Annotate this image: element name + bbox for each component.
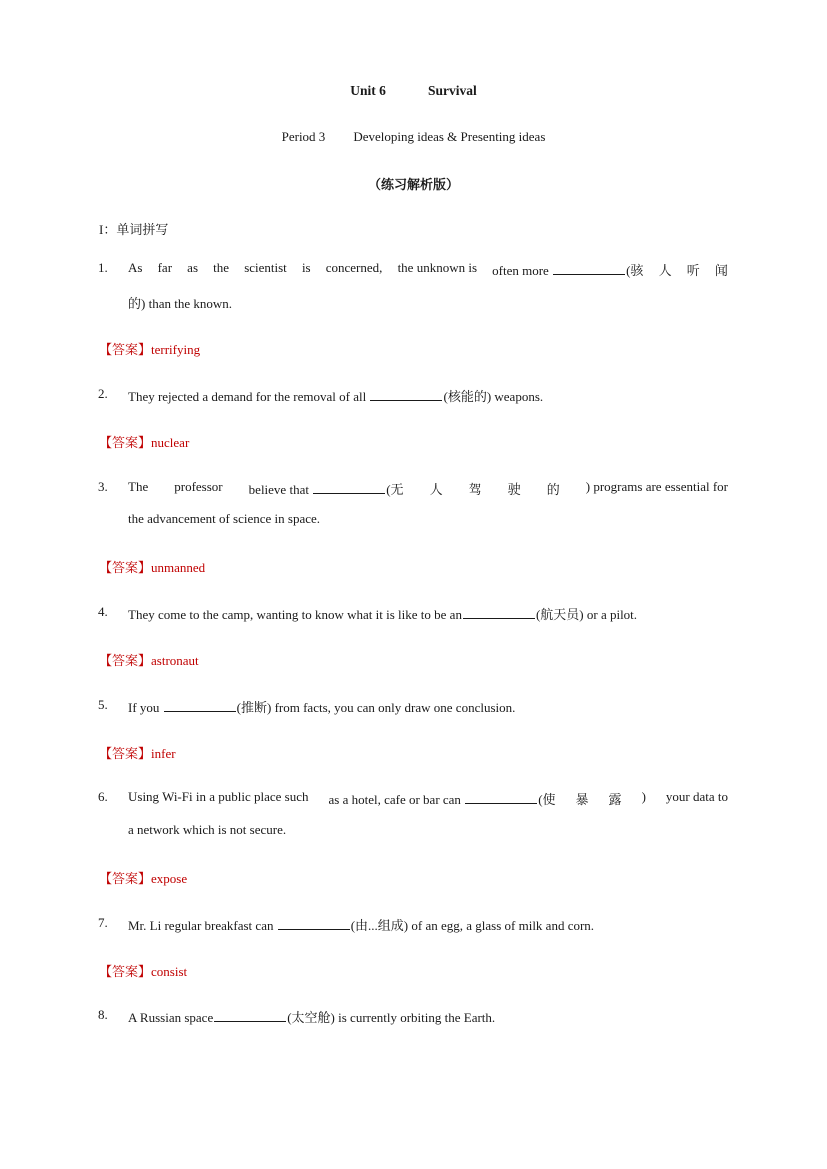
- question-line-2: a network which is not secure.: [128, 822, 287, 837]
- question-number: 7.: [98, 915, 108, 930]
- word: 人: [429, 482, 443, 497]
- answer-tag: 【答案】: [99, 964, 152, 979]
- answer-text: nuclear: [151, 435, 190, 450]
- section-heading: I：单词拼写: [99, 222, 169, 237]
- answer-tag: 【答案】: [99, 560, 152, 575]
- word: professor: [174, 479, 223, 494]
- answer-5: [99, 743, 176, 762]
- answer-text: astronaut: [151, 653, 199, 668]
- unit-label: Unit 6: [350, 83, 386, 98]
- question-text: They rejected a demand for the removal of all: [128, 389, 367, 404]
- question-line-2: 的) than the known.: [128, 296, 232, 311]
- answer-text: expose: [151, 871, 188, 886]
- word: 露: [608, 792, 622, 807]
- question-line: [128, 479, 728, 498]
- word: 闻: [714, 263, 728, 278]
- question-number: 6.: [98, 789, 108, 804]
- question-line: [128, 789, 728, 808]
- word: scientist: [244, 260, 287, 275]
- answer-2: [99, 432, 189, 451]
- question-line: [128, 915, 728, 934]
- question-hint: (航天员) or a pilot.: [535, 607, 638, 622]
- answer-tag: 【答案】: [99, 746, 152, 761]
- answer-3: [99, 557, 205, 576]
- answer-4: [99, 650, 199, 669]
- word: far: [157, 260, 173, 275]
- question-line: [128, 1007, 728, 1026]
- answer-tag: 【答案】: [99, 871, 152, 886]
- answer-text: infer: [151, 746, 176, 761]
- answer-1: [99, 339, 200, 358]
- question-line-2: the advancement of science in space.: [128, 511, 321, 526]
- word: is: [301, 260, 311, 275]
- question-number: 2.: [98, 386, 108, 401]
- word: the: [213, 260, 230, 275]
- question-number: 8.: [98, 1007, 108, 1022]
- question-text: They come to the camp, wanting to know what it is like to be an: [128, 607, 462, 622]
- word: 驾: [468, 482, 482, 497]
- word: your data to: [665, 789, 728, 804]
- answer-blank[interactable]: [214, 1009, 286, 1022]
- question-hint: (核能的) weapons.: [443, 389, 544, 404]
- answer-tag: 【答案】: [99, 342, 152, 357]
- answer-6: [99, 868, 187, 887]
- word: concerned,: [325, 260, 383, 275]
- word: ): [641, 789, 646, 804]
- question-3: [0, 479, 827, 529]
- question-number: 5.: [98, 697, 108, 712]
- answer-blank[interactable]: [313, 481, 385, 494]
- answer-blank[interactable]: [465, 791, 537, 804]
- unit-name: Survival: [427, 83, 477, 98]
- period-title: [0, 129, 827, 145]
- answer-blank[interactable]: [370, 388, 442, 401]
- answer-tag: 【答案】: [99, 435, 152, 450]
- word: 人: [658, 263, 672, 278]
- question-text: If you: [128, 700, 160, 715]
- question-line: [128, 697, 728, 716]
- answer-blank[interactable]: [278, 917, 350, 930]
- question-line: [128, 604, 728, 623]
- word: 驶: [507, 482, 521, 497]
- question-hint: (太空舱) is currently orbiting the Earth.: [287, 1010, 496, 1025]
- answer-blank[interactable]: [553, 262, 625, 275]
- word: the unknown is: [397, 260, 478, 275]
- question-6: [0, 789, 827, 839]
- word: 听: [686, 263, 700, 278]
- word: 的: [546, 482, 560, 497]
- question-5: [0, 697, 827, 717]
- word: 暴: [575, 792, 589, 807]
- word-with-blank: believe that (无: [248, 482, 404, 497]
- answer-blank[interactable]: [164, 699, 236, 712]
- question-number: 3.: [98, 479, 108, 494]
- word: The: [128, 479, 149, 494]
- word-with-blank: often more (骇: [492, 263, 644, 278]
- question-number: 1.: [98, 260, 108, 275]
- edition-label: （练习解析版）: [367, 177, 459, 192]
- question-line: [128, 260, 728, 279]
- word: as: [187, 260, 199, 275]
- question-7: [0, 915, 827, 935]
- answer-text: consist: [151, 964, 188, 979]
- question-text: A Russian space: [128, 1010, 214, 1025]
- question-hint: (推断) from facts, you can only draw one conclusion.: [236, 700, 516, 715]
- question-line: [128, 386, 728, 405]
- word: Using Wi-Fi in a public place such: [128, 789, 309, 804]
- question-8: [0, 1007, 827, 1027]
- word: ) programs are essential for: [585, 479, 728, 494]
- question-hint: (由...组成) of an egg, a glass of milk and corn.: [350, 918, 595, 933]
- answer-tag: 【答案】: [99, 653, 152, 668]
- period-name: Developing ideas & Presenting ideas: [353, 129, 546, 144]
- question-4: [0, 604, 827, 624]
- question-number: 4.: [98, 604, 108, 619]
- word: As: [128, 260, 143, 275]
- answer-blank[interactable]: [463, 606, 535, 619]
- question-1: [0, 260, 827, 310]
- unit-title: [0, 83, 827, 99]
- answer-text: unmanned: [151, 560, 206, 575]
- word-with-blank: as a hotel, cafe or bar can (使: [328, 792, 556, 807]
- answer-text: terrifying: [151, 342, 201, 357]
- period-label: Period 3: [281, 129, 326, 144]
- question-text: Mr. Li regular breakfast can: [128, 918, 274, 933]
- question-2: [0, 386, 827, 406]
- answer-7: [99, 961, 187, 980]
